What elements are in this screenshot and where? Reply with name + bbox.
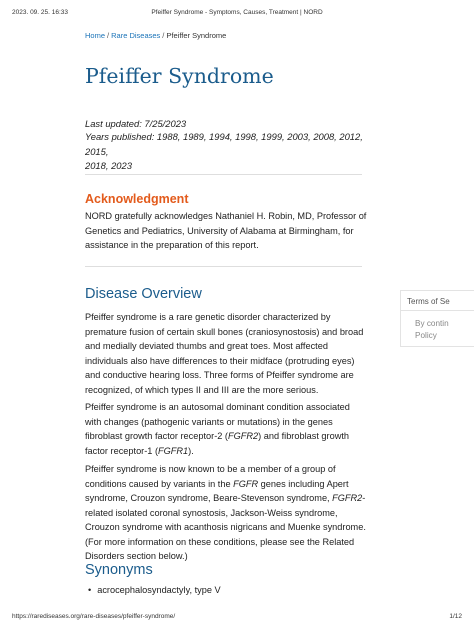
last-updated: Last updated: 7/25/2023 (85, 118, 187, 129)
overview-paragraph-3 (85, 462, 368, 564)
text-run: ) and fibroblast growth factor receptor-1 ( (85, 431, 350, 456)
acknowledgment-text: NORD gratefully acknowledges Nathaniel H. Robin, MD, Professor of Genetics and Pediatrics, University of Alabama at Birmingham, for assistance in the preparation of this report. (85, 211, 367, 250)
gene-name: FGFR2 (332, 493, 363, 503)
cookie-policy-link[interactable]: Policy (415, 331, 437, 340)
page-title: Pfeiffer Syndrome (85, 64, 274, 88)
years-published-line2: 2018, 2023 (85, 160, 132, 171)
divider (401, 310, 474, 311)
overview-paragraph-1: Pfeiffer syndrome is a rare genetic disorder characterized by premature fusion of certain skull bones (craniosynostosis) and broad and medially deviated thumbs and great toes. Most affected individuals also have differences to their midface (protruding eyes) and conductive hearing loss. Three forms of Pfeiffer syndrome are recognized, of which types II and III are the more serious. (85, 312, 364, 395)
breadcrumb-separator: / (107, 31, 110, 40)
breadcrumb-home-link[interactable]: Home (85, 31, 106, 40)
print-page-title: Pfeiffer Syndrome - Symptoms, Causes, Treatment | NORD (151, 9, 323, 16)
years-published-line1: Years published: 1988, 1989, 1994, 1998, 1999, 2003, 2008, 2012, 2015, (85, 131, 363, 157)
text-run: genes including Apert syndrome, Crouzon syndrome, Beare-Stevenson syndrome, (85, 478, 349, 503)
print-datetime: 2023. 09. 25. 16:33 (12, 9, 69, 16)
acknowledgment-heading: Acknowledgment (85, 192, 189, 206)
text-run: ). (188, 445, 194, 456)
cookie-text-line1: By contin (415, 319, 449, 328)
cookie-consent-panel (400, 290, 474, 347)
text-run: Pfeiffer syndrome is an autosomal dominant condition associated with changes (pathogenic variants or mutations) in the genes fibroblast growth factor receptor-2 ( (85, 402, 350, 441)
text-run: -related isolated coronal synostosis, Jackson-Weiss syndrome, Crouzon syndrome with acanthosis nigricans and Muenke syndrome. (For more information on these conditions, please see the Related Disorders section below.) (85, 493, 366, 561)
disease-overview-heading: Disease Overview (85, 286, 202, 302)
print-page-number: 1/12 (449, 613, 462, 620)
breadcrumb-current: Pfeiffer Syndrome (166, 31, 227, 40)
text-run: Pfeiffer syndrome is now known to be a member of a group of conditions caused by variants in the (85, 464, 336, 489)
divider (85, 266, 362, 267)
gene-name: FGFR2 (227, 431, 259, 441)
synonyms-heading: Synonyms (85, 562, 153, 578)
terms-of-service-link[interactable]: Terms of Se (407, 297, 450, 306)
breadcrumb (85, 31, 226, 40)
print-url: https://rarediseases.org/rare-diseases/pfeiffer-syndrome/ (12, 613, 176, 620)
cookie-consent-text (415, 318, 449, 342)
synonyms-list (85, 585, 221, 595)
divider (85, 174, 362, 175)
years-published (85, 130, 367, 174)
synonym-item: • acrocephalosyndactyly, type V (85, 585, 221, 595)
gene-name: FGFR1 (158, 445, 189, 456)
overview-paragraph-2 (85, 400, 368, 458)
breadcrumb-separator: / (162, 31, 165, 40)
gene-name: FGFR (233, 478, 259, 489)
breadcrumb-rare-diseases-link[interactable]: Rare Diseases (111, 31, 161, 40)
